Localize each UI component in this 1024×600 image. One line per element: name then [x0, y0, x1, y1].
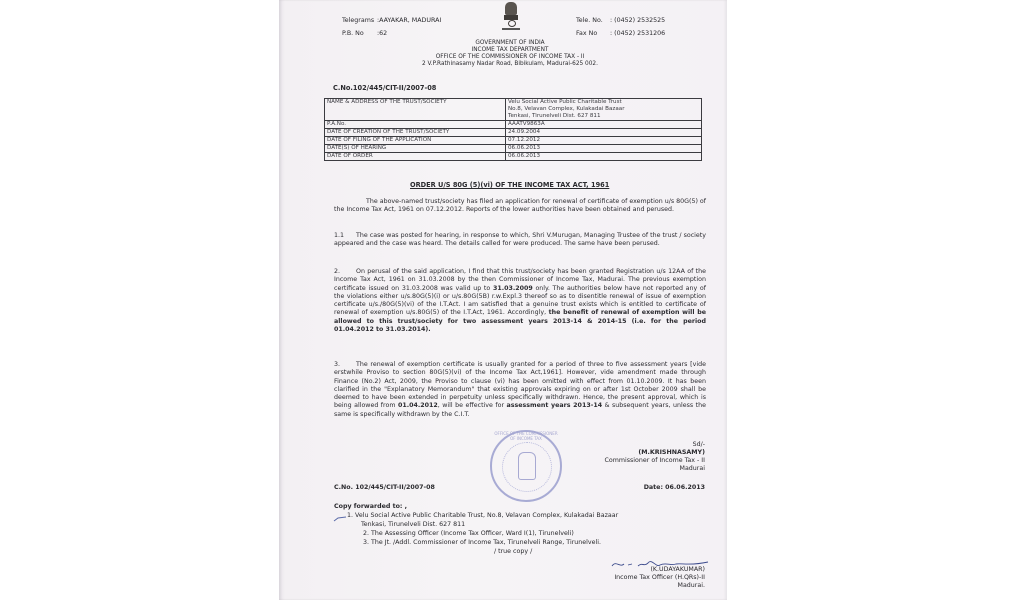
table-key: P.A.No. — [325, 121, 506, 129]
letterhead-block — [300, 40, 720, 68]
signatory-place: Madurai — [679, 465, 705, 472]
table-row — [325, 129, 702, 137]
footer-file-number: C.No. 102/445/CIT-II/2007-08 — [334, 484, 435, 491]
pb-label: P.B. No — [342, 30, 364, 37]
table-row — [325, 145, 702, 153]
table-key: DATE(S) OF HEARING — [325, 145, 506, 153]
pen-tick-mark — [333, 516, 347, 522]
signatory-name: (M.KRISHNASAMY) — [638, 449, 705, 456]
address-line: No.8, Velavan Complex, Kulakadai Bazaar — [508, 106, 625, 112]
paragraph-2 — [334, 268, 706, 334]
attest-name: (K.UDAYAKUMAR) — [650, 566, 705, 573]
attest-designation: Income Tax Officer (H.QRs)-II — [614, 574, 705, 581]
pb-value: :62 — [377, 30, 388, 37]
order-intro — [334, 198, 706, 215]
letterhead-line: INCOME TAX DEPARTMENT — [471, 47, 549, 53]
order-title: ORDER U/S 80G (5)(vi) OF THE INCOME TAX ACT, 1961 — [410, 181, 610, 189]
table-value: 06.06.2013 — [506, 145, 702, 153]
para-number: 3. — [334, 361, 341, 368]
para-number: 2. — [334, 268, 341, 275]
table-value — [506, 99, 702, 121]
attest-place: Madurai. — [677, 582, 705, 589]
letterhead-line: GOVERNMENT OF INDIA — [475, 40, 545, 46]
para-text-bold: 01.04.2012 — [397, 402, 438, 410]
para-number: 1.1 — [334, 232, 345, 239]
tele-value: : (0452) 2532525 — [610, 17, 666, 24]
copy-item-3: 3. The Jt. /Addl. Commissioner of Income Tax, Tirunelveli Range, Tirunelveli. — [363, 539, 601, 546]
para-text: , will be effective for — [437, 402, 507, 410]
address-line: Velu Social Active Public Charitable Trust — [508, 99, 622, 105]
copy-forwarded-label: Copy forwarded to: , — [334, 503, 408, 510]
fax-value: : (0452) 2531206 — [610, 30, 666, 37]
para-text: & subsequent years, unless the same is specifically withdrawn by the C.I.T. — [334, 402, 706, 418]
tele-label: Tele. No. — [576, 17, 603, 24]
para-text: On perusal of the said application, I find that this trust/society has been granted Registration u/s 12AA of the Income Tax Act, 1961 on 31.03.2008 by the then Commissioner of Income Tax, Madurai. The previous exemption certificate issued on 31.03.2008 was valid up to — [334, 268, 706, 292]
intro-text: The above-named trust/society has filed an application for renewal of certificate of exemption u/s 80G(5) of the Income Tax Act, 1961 on 07.12.2012. Reports of the lower authorities have been obtained and perused. — [334, 198, 706, 214]
para-text: The renewal of exemption certificate is usually granted for a period of three to five assessment years [vide erstwhile Proviso to section 80G(5)(vi) of the Income Tax Act,1961]. However, vide amendment made through Finance (No.2) Act, 2009, the Proviso to clause (vi) has been omitted with effect from 01.10.2009. It has been clarified in the "Explanatory Memorandum" that existing approvals expiring on or after 1st October 2009 shall be deemed to have been extended in perpetuity unless specifically withdrawn. Hence, the present approval, which is being allowed from — [334, 361, 706, 410]
para-text-bold: assessment years 2013-14 — [506, 402, 603, 410]
signatory-designation: Commissioner of Income Tax - II — [604, 457, 705, 464]
copy-item-2: 2. The Assessing Officer (Income Tax Officer, Ward I(1), Tirunelveli) — [363, 530, 574, 537]
paragraph-3 — [334, 361, 706, 419]
table-value: AAATV9863A — [506, 121, 702, 129]
trust-info-table — [324, 98, 702, 161]
official-seal-stamp — [490, 430, 562, 502]
para-text: The case was posted for hearing, in response to which, Shri V.Murugan, Managing Trustee of the trust / society appeared and the case was heard. The details called for were produced. The same have been perused. — [334, 232, 706, 248]
para-text-bold: the benefit of renewal of exemption will be allowed to this trust/society for two assessment years 2013-14 & 2014-15 (i.e. for the period 01.04.2012 to 31.03.2014). — [334, 309, 706, 334]
table-key: DATE OF ORDER — [325, 153, 506, 161]
table-row — [325, 121, 702, 129]
paragraph-1-1 — [334, 232, 706, 249]
sd-mark: Sd/- — [692, 441, 705, 448]
telegrams-label: Telegrams — [342, 17, 375, 24]
telegrams-value: :AAYAKAR, MADURAI — [377, 17, 442, 24]
india-emblem-icon — [499, 2, 523, 32]
table-row — [325, 153, 702, 161]
table-row — [325, 137, 702, 145]
table-key: DATE OF CREATION OF THE TRUST/SOCIETY — [325, 129, 506, 137]
para-text-bold: 31.03.2009 — [492, 284, 533, 292]
address-line: Tenkasi, Tirunelveli Dist. 627 811 — [508, 113, 601, 119]
seal-text: OFFICE OF THE COMMISSIONER OF INCOME TAX — [494, 431, 558, 441]
emblem-icon — [518, 452, 536, 480]
table-row — [325, 99, 702, 121]
table-value: 06.06.2013 — [506, 153, 702, 161]
letterhead-line: 2 V.P.Rathinasamy Nadar Road, Bibikulam, Madurai-625 002. — [422, 61, 598, 67]
table-value: 07.12.2012 — [506, 137, 702, 145]
table-key: DATE OF FILING OF THE APPLICATION — [325, 137, 506, 145]
copy-item-1-cont: Tenkasi, Tirunelveli Dist. 627 811 — [361, 521, 466, 528]
letterhead-line: OFFICE OF THE COMMISSIONER OF INCOME TAX - II — [435, 54, 585, 60]
copy-item-1: 1. Velu Social Active Public Charitable Trust, No.8, Velavan Complex, Kulakadai Bazaar — [347, 512, 619, 519]
para-text: only. The authorities below have not reported any of the violations either u/s.80G(5)(i) or u/s.80G(5B) r.w.Expl.3 thereof so as to disentitle renewal of issue of exemption certificate u/s./80G(5)(vi) of the I.T.Act. I am satisfied that a genuine trust exists which is entitled to certificate of renewal of exemption u/s.80G(5) of the I.T.Act, 1961. Accordingly, — [334, 284, 707, 317]
true-copy-mark: / true copy / — [494, 548, 533, 555]
table-value: 24.09.2004 — [506, 129, 702, 137]
file-number: C.No.102/445/CIT-II/2007-08 — [333, 84, 437, 92]
fax-label: Fax No — [576, 30, 598, 37]
order-date: Date: 06.06.2013 — [643, 484, 705, 491]
table-key: NAME & ADDRESS OF THE TRUST/SOCIETY — [325, 99, 506, 121]
